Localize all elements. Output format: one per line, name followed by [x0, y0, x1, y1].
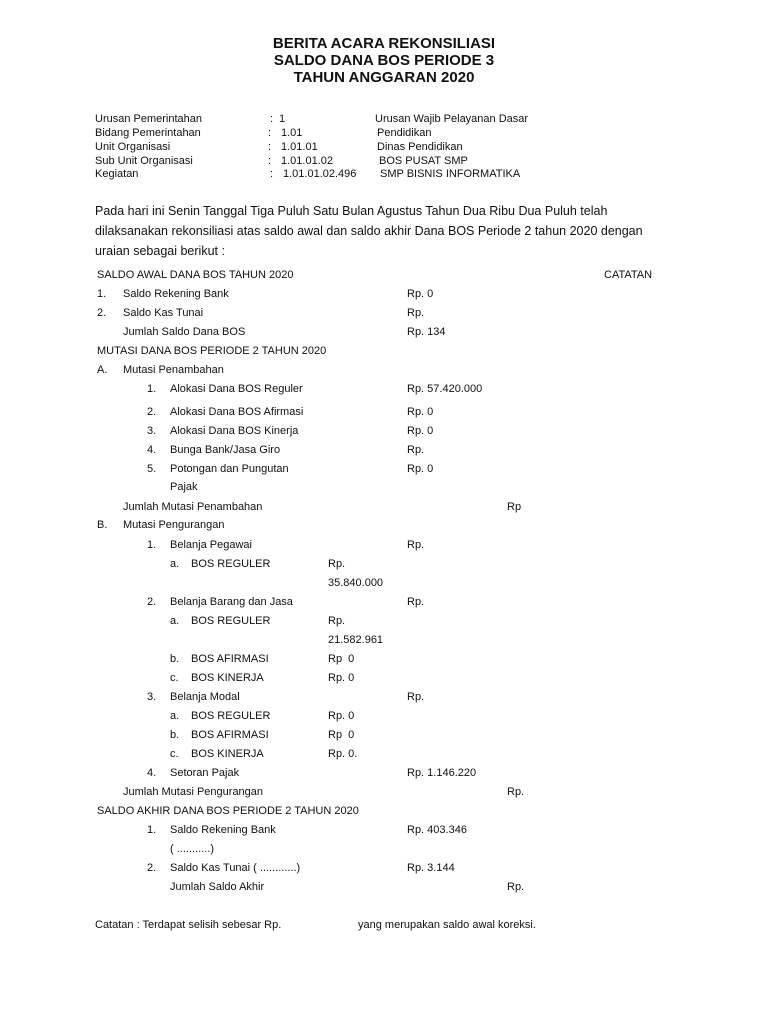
item-value: Rp. 57.420.000 — [407, 383, 483, 395]
meta-desc: Pendidikan — [377, 127, 432, 139]
sub-item-letter: b. — [170, 653, 180, 665]
sub-item-value: Rp. 0. — [328, 748, 358, 760]
sub-item-value: Rp 0 — [328, 729, 355, 741]
document-title-line-2: SALDO DANA BOS PERIODE 3 — [273, 52, 495, 69]
meta-code: 1 — [279, 113, 286, 125]
item-label: Belanja Barang dan Jasa — [170, 596, 293, 608]
item-number: 2. — [147, 406, 157, 418]
item-number: 2. — [97, 307, 107, 319]
sub-item-value-continuation: 21.582.961 — [328, 634, 384, 646]
sub-item-letter: a. — [170, 710, 180, 722]
item-value: Rp. — [407, 444, 425, 456]
item-label: Alokasi Dana BOS Afirmasi — [170, 406, 304, 418]
sub-item-value-continuation: 35.840.000 — [328, 577, 384, 589]
item-value: Rp. 0 — [407, 406, 434, 418]
item-value: Rp. 1.146.220 — [407, 767, 477, 779]
meta-desc: SMP BISNIS INFORMATIKA — [380, 168, 521, 180]
sub-item-value: Rp. 0 — [328, 710, 355, 722]
intro-paragraph: Pada hari ini Senin Tanggal Tiga Puluh Satu Bulan Agustus Tahun Dua Ribu Dua Puluh telah dilaksanakan rekonsiliasi atas saldo awal dan saldo akhir Dana BOS Periode 2 tahun 2020 dengan uraian sebagai berikut : — [95, 204, 643, 258]
sub-item-letter: a. — [170, 615, 180, 627]
section-letter: B. — [97, 519, 108, 531]
sub-item-label: BOS REGULER — [191, 710, 271, 722]
sub-item-value: Rp. 0 — [328, 672, 355, 684]
sub-item-label: BOS REGULER — [191, 558, 271, 570]
item-label-continuation: ( ...........) — [170, 843, 214, 855]
sub-item-label: BOS AFIRMASI — [191, 729, 269, 741]
mutasi-penambahan-label: Mutasi Penambahan — [123, 364, 224, 376]
meta-separator: : — [268, 141, 272, 153]
mutasi-pengurangan-total-label: Jumlah Mutasi Pengurangan — [123, 786, 264, 798]
item-value: Rp. 0 — [407, 425, 434, 437]
item-label: Bunga Bank/Jasa Giro — [170, 444, 281, 456]
item-label: Saldo Rekening Bank — [170, 824, 276, 836]
item-number: 1. — [147, 539, 157, 551]
item-label: Saldo Kas Tunai ( ............) — [170, 862, 301, 874]
meta-code: 1.01.01.02 — [281, 155, 333, 167]
sub-item-letter: b. — [170, 729, 180, 741]
sub-item-letter: c. — [170, 748, 179, 760]
sub-item-value: Rp 0 — [328, 653, 355, 665]
item-number: 4. — [147, 767, 157, 779]
saldo-awal-total-value: Rp. 134 — [407, 326, 446, 338]
meta-code: 1.01.01 — [281, 141, 318, 153]
item-number: 2. — [147, 862, 157, 874]
mutasi-heading: MUTASI DANA BOS PERIODE 2 TAHUN 2020 — [97, 345, 327, 357]
sub-item-value: Rp. — [328, 615, 346, 627]
item-value: Rp. 3.144 — [407, 862, 455, 874]
meta-desc: Dinas Pendidikan — [377, 141, 463, 153]
sub-item-label: BOS KINERJA — [191, 748, 264, 760]
meta-separator: : — [270, 113, 274, 125]
item-label: Saldo Kas Tunai — [123, 307, 204, 319]
item-label: Alokasi Dana BOS Kinerja — [170, 425, 299, 437]
saldo-akhir-heading: SALDO AKHIR DANA BOS PERIODE 2 TAHUN 2020 — [97, 805, 359, 817]
item-number: 3. — [147, 691, 157, 703]
saldo-akhir-total-label: Jumlah Saldo Akhir — [170, 881, 265, 893]
sub-item-letter: a. — [170, 558, 180, 570]
item-label: Setoran Pajak — [170, 767, 240, 779]
item-number: 1. — [97, 288, 107, 300]
item-label: Alokasi Dana BOS Reguler — [170, 383, 303, 395]
sub-item-label: BOS KINERJA — [191, 672, 264, 684]
item-value: Rp. — [407, 691, 425, 703]
item-value: Rp. — [407, 307, 425, 319]
meta-separator: : — [268, 127, 272, 139]
sub-item-label: BOS AFIRMASI — [191, 653, 269, 665]
item-value: Rp. 0 — [407, 463, 434, 475]
meta-label: Bidang Pemerintahan — [95, 127, 201, 139]
meta-label: Sub Unit Organisasi — [95, 155, 193, 167]
catatan-note-part-2: yang merupakan saldo awal koreksi. — [358, 919, 536, 931]
item-number: 1. — [147, 383, 157, 395]
item-number: 2. — [147, 596, 157, 608]
meta-label: Unit Organisasi — [95, 141, 171, 153]
item-number: 4. — [147, 444, 157, 456]
item-label: Belanja Pegawai — [170, 539, 252, 551]
sub-item-letter: c. — [170, 672, 179, 684]
item-label-continuation: Pajak — [170, 481, 198, 493]
mutasi-pengurangan-label: Mutasi Pengurangan — [123, 519, 225, 531]
item-label: Saldo Rekening Bank — [123, 288, 229, 300]
saldo-awal-total-label: Jumlah Saldo Dana BOS — [123, 326, 246, 338]
catatan-column-heading: CATATAN — [604, 269, 653, 281]
item-value: Rp. — [407, 539, 425, 551]
sub-item-label: BOS REGULER — [191, 615, 271, 627]
item-label: Belanja Modal — [170, 691, 240, 703]
meta-label: Urusan Pemerintahan — [95, 113, 203, 125]
item-value: Rp. 0 — [407, 288, 434, 300]
mutasi-penambahan-total-label: Jumlah Mutasi Penambahan — [123, 501, 263, 513]
document-title-line-1: BERITA ACARA REKONSILIASI — [272, 35, 496, 52]
meta-code: 1.01.01.02.496 — [283, 168, 357, 180]
meta-label: Kegiatan — [95, 168, 139, 180]
item-value: Rp. — [407, 596, 425, 608]
mutasi-pengurangan-total-value: Rp. — [507, 786, 525, 798]
sub-item-value: Rp. — [328, 558, 346, 570]
item-number: 1. — [147, 824, 157, 836]
meta-separator: : — [268, 155, 272, 167]
item-value: Rp. 403.346 — [407, 824, 467, 836]
item-label: Potongan dan Pungutan — [170, 463, 289, 475]
saldo-awal-heading: SALDO AWAL DANA BOS TAHUN 2020 — [97, 269, 294, 281]
document-title-line-3: TAHUN ANGGARAN 2020 — [293, 69, 475, 86]
catatan-note-part-1: Catatan : Terdapat selisih sebesar Rp. — [95, 919, 282, 931]
section-letter: A. — [97, 364, 108, 376]
item-number: 5. — [147, 463, 157, 475]
meta-desc: Urusan Wajib Pelayanan Dasar — [375, 113, 529, 125]
item-number: 3. — [147, 425, 157, 437]
meta-desc: BOS PUSAT SMP — [379, 155, 468, 167]
meta-code: 1.01 — [281, 127, 303, 139]
meta-separator: : — [270, 168, 274, 180]
saldo-akhir-total-value: Rp. — [507, 881, 525, 893]
mutasi-penambahan-total-value: Rp — [507, 501, 522, 513]
